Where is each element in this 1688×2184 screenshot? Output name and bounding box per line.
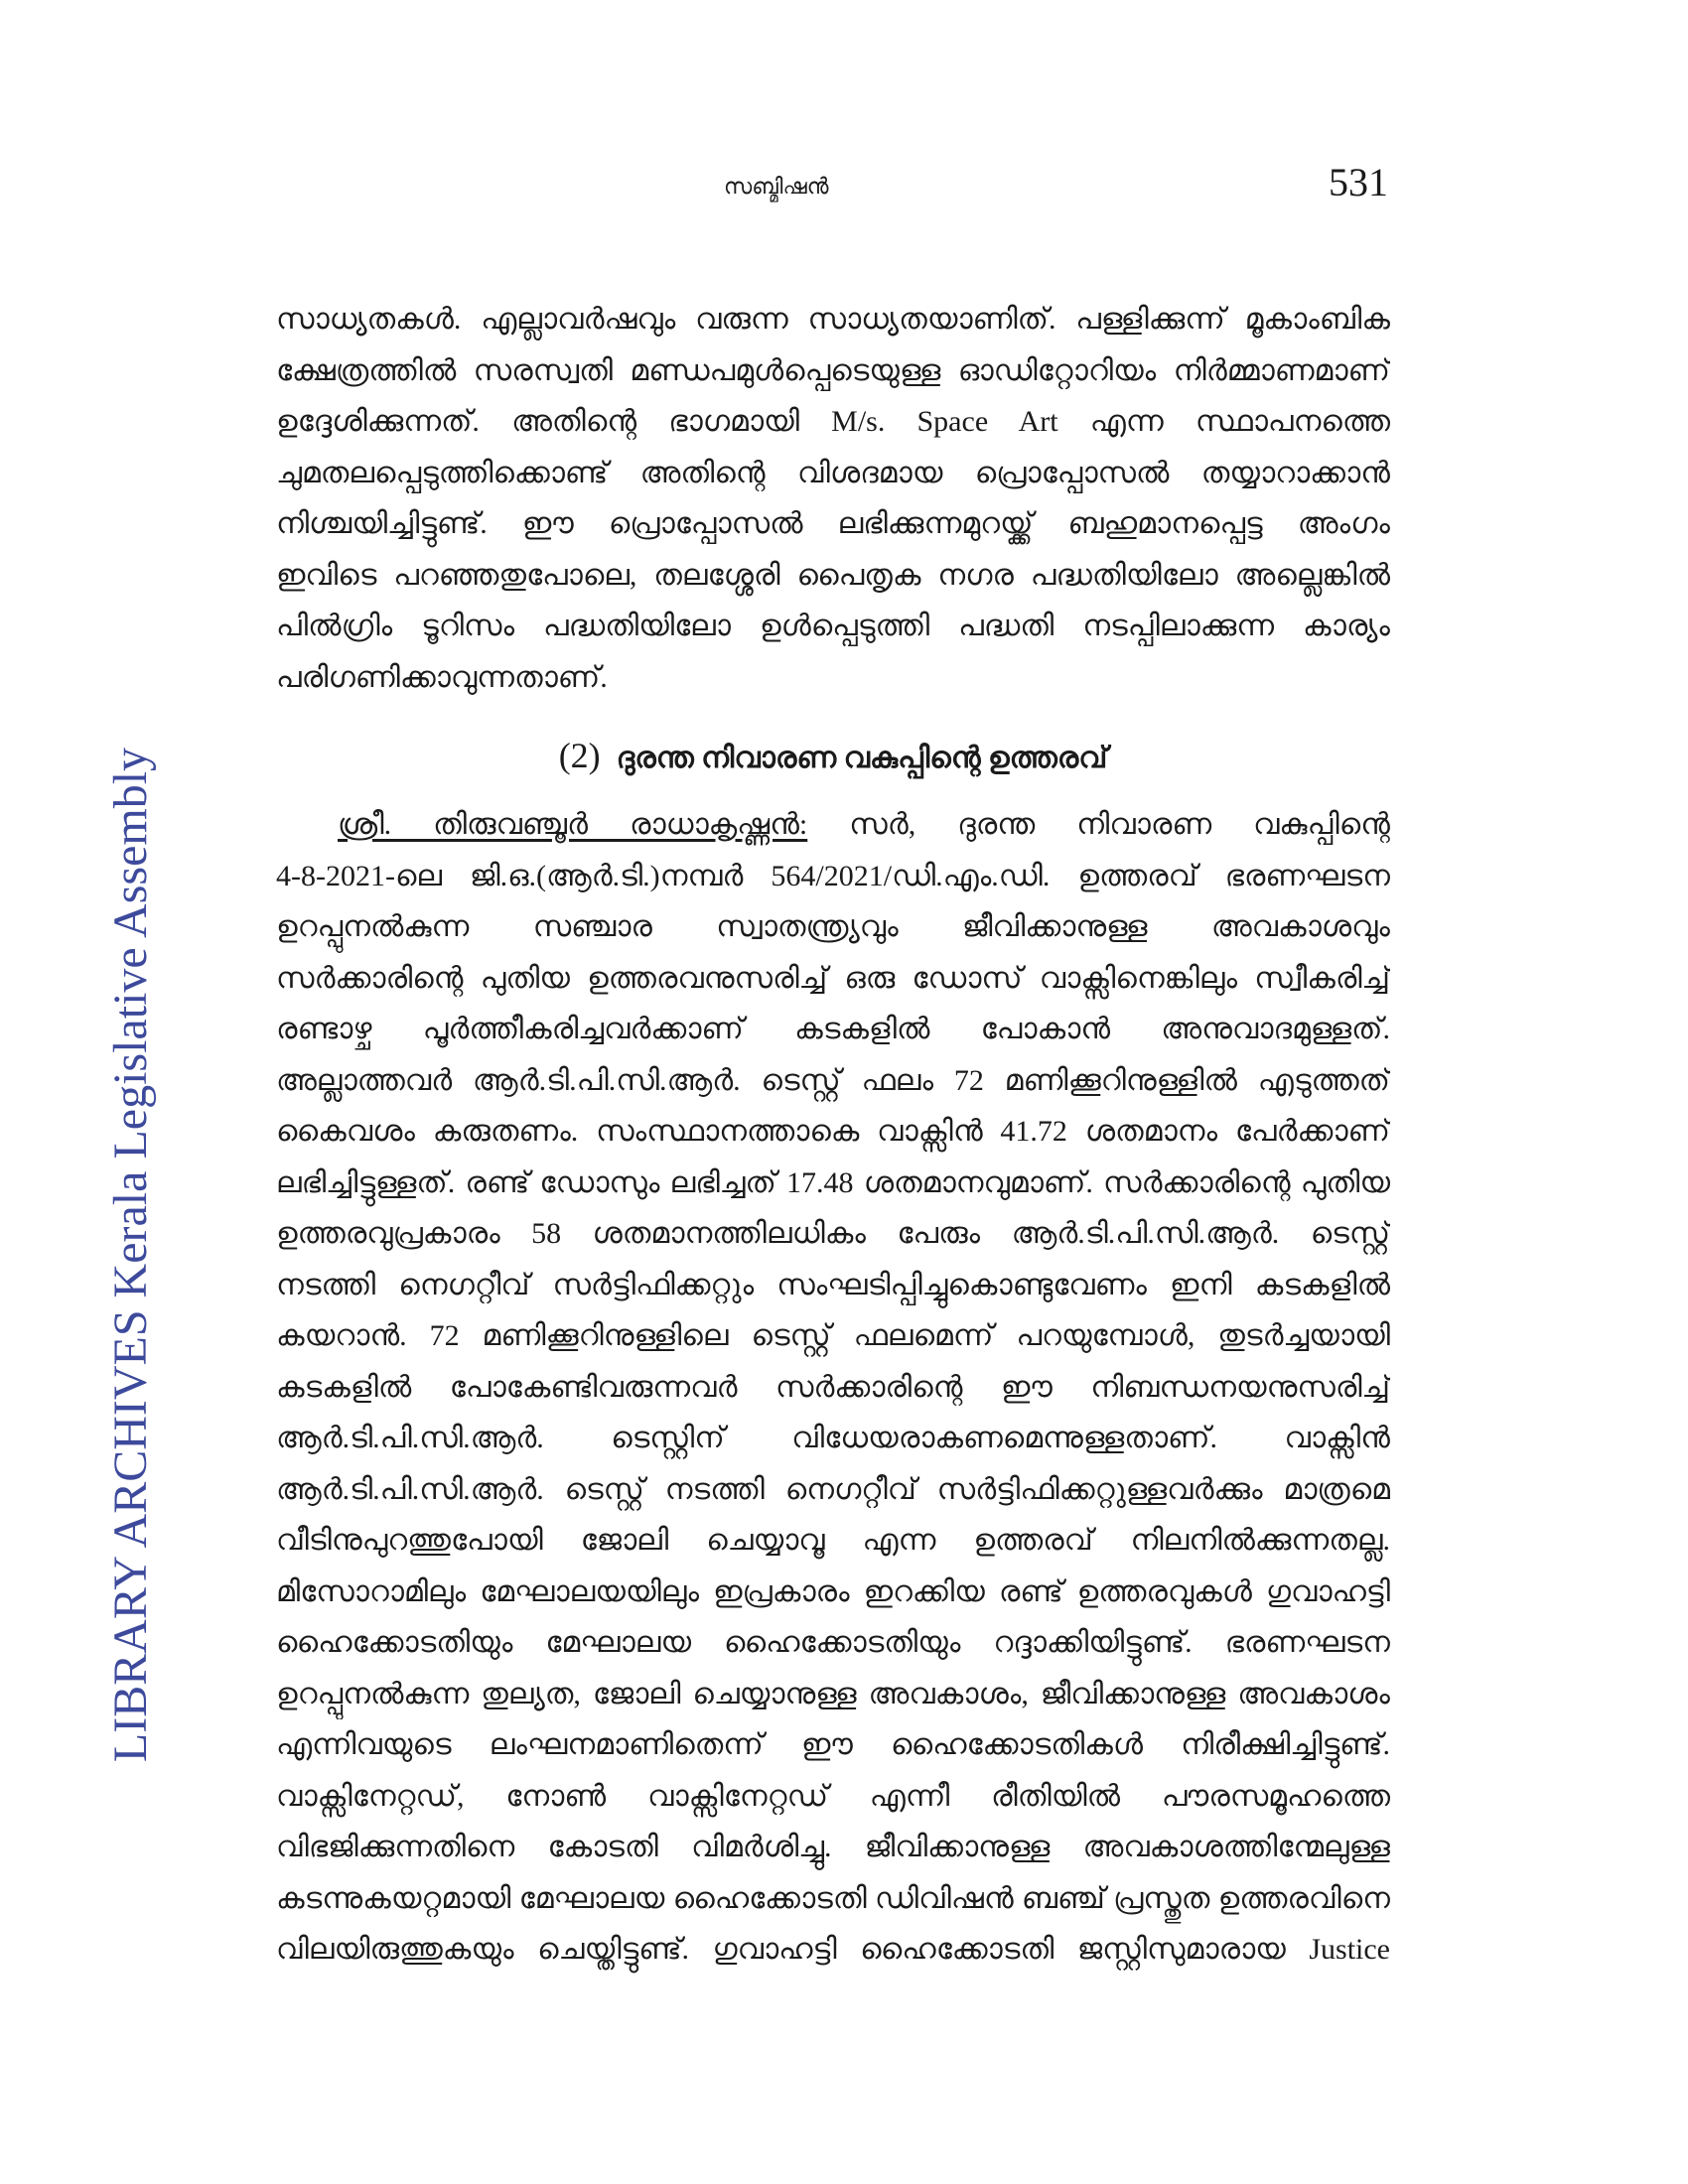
- paragraph-line: നിശ്ചയിച്ചിട്ടുണ്ട്. ഈ പ്രൊപ്പോസൽ ലഭിക്കുന്നമുറയ്ക്ക് ബഹുമാനപ്പെട്ട അംഗം: [276, 507, 1390, 540]
- speech-paragraph: [276, 799, 1390, 1976]
- paragraph-line: വീടിനുപുറത്തുപോയി ജോലി ചെയ്യാവൂ എന്ന ഉത്തരവ് നിലനിൽക്കുന്നതല്ല.: [276, 1524, 1390, 1557]
- paragraph-line: മിസോറാമിലും മേഘാലയയിലും ഇപ്രകാരം ഇറക്കിയ രണ്ട് ഉത്തരവുകൾ ഗുവാഹട്ടി: [276, 1574, 1390, 1608]
- paragraph-line: വിഭജിക്കുന്നതിനെ കോടതി വിമർശിച്ചു. ജീവിക്കാനുള്ള അവകാശത്തിന്മേലുള്ള: [276, 1831, 1390, 1863]
- paragraph-line: ഉറപ്പുനൽകുന്ന തുല്യത, ജോലി ചെയ്യാനുള്ള അവകാശം, ജീവിക്കാനുള്ള അവകാശം: [276, 1677, 1390, 1710]
- paragraph-line: അല്ലാത്തവർ ആർ.ടി.പി.സി.ആർ. ടെസ്റ്റ് ഫലം 72 മണിക്കൂറിനുള്ളിൽ എടുത്തത്: [276, 1063, 1390, 1097]
- running-header: സബ്മിഷൻ: [724, 174, 829, 199]
- paragraph-line: രണ്ടാഴ്ച പൂർത്തീകരിച്ചവർക്കാണ് കടകളിൽ പോകാൻ അനുവാദമുള്ളത്.: [276, 1013, 1390, 1045]
- continued-paragraph: [276, 294, 1390, 703]
- paragraph-line: വിലയിരുത്തുകയും ചെയ്തിട്ടുണ്ട്. ഗുവാഹട്ടി ഹൈക്കോടതി ജസ്റ്റിസുമാരായ Justice: [276, 1933, 1390, 1966]
- paragraph-line: ഉത്തരവുപ്രകാരം 58 ശതമാനത്തിലധികം പേരും ആർ.ടി.പി.സി.ആർ. ടെസ്റ്റ്: [276, 1217, 1390, 1250]
- section-title: ദുരന്ത നിവാരണ വകുപ്പിന്റെ ഉത്തരവ്: [616, 742, 1108, 774]
- paragraph-line: ഉറപ്പുനൽകുന്ന സഞ്ചാര സ്വാതന്ത്ര്യവും ജീവിക്കാനുള്ള അവകാശവും: [276, 910, 1390, 943]
- paragraph-line: ഉദ്ദേശിക്കുന്നത്. അതിന്റെ ഭാഗമായി M/s. Space Art എന്ന സ്ഥാപനത്തെ: [276, 405, 1390, 438]
- speech-opening: സർ, ദുരന്ത നിവാരണ വകുപ്പിന്റെ: [849, 808, 1390, 841]
- speaker-name: ശ്രീ. തിരുവഞ്ചൂർ രാധാകൃഷ്ണൻ:: [338, 808, 808, 841]
- section-number: (2): [558, 736, 601, 775]
- paragraph-line: സർക്കാരിന്റെ പുതിയ ഉത്തരവനുസരിച്ച് ഒരു ഡോസ് വാക്സിനെങ്കിലും സ്വീകരിച്ച്: [276, 961, 1390, 995]
- page-number: 531: [1329, 160, 1388, 205]
- paragraph-line: പരിഗണിക്കാവുന്നതാണ്.: [276, 660, 608, 694]
- paragraph-line: ഇവിടെ പറഞ്ഞതുപോലെ, തലശ്ശേരി പൈതൃക നഗര പദ്ധതിയിലോ അല്ലെങ്കിൽ: [276, 558, 1390, 592]
- paragraph-line: എന്നിവയുടെ ലംഘനമാണിതെന്ന് ഈ ഹൈക്കോടതികൾ നിരീക്ഷിച്ചിട്ടുണ്ട്.: [276, 1728, 1390, 1761]
- section-heading: [276, 730, 1390, 781]
- paragraph-line: സാധ്യതകൾ. എല്ലാവർഷവും വരുന്ന സാധ്യതയാണിത്. പള്ളിക്കുന്ന് മൂകാംബിക: [276, 303, 1390, 336]
- paragraph-line: ആർ.ടി.പി.സി.ആർ. ടെസ്റ്റ് നടത്തി നെഗറ്റീവ് സർട്ടിഫിക്കറ്റുള്ളവർക്കും മാത്രമെ: [276, 1472, 1390, 1506]
- paragraph-line: കയറാൻ. 72 മണിക്കൂറിനുള്ളിലെ ടെസ്റ്റ് ഫലമെന്ന് പറയുമ്പോൾ, തുടർച്ചയായി: [276, 1319, 1390, 1352]
- paragraph-line: ഹൈക്കോടതിയും മേഘാലയ ഹൈക്കോടതിയും റദ്ദാക്കിയിട്ടുണ്ട്. ഭരണഘടന: [276, 1626, 1390, 1659]
- paragraph-line: കൈവശം കരുതണം. സംസ്ഥാനത്താകെ വാക്സിൻ 41.72 ശതമാനം പേർക്കാണ്: [276, 1115, 1390, 1148]
- paragraph-line: ക്ഷേത്രത്തിൽ സരസ്വതി മണ്ഡപമുൾപ്പെടെയുള്ള ഓഡിറ്റോറിയം നിർമ്മാണമാണ്: [276, 353, 1390, 387]
- paragraph-line: കടകളിൽ പോകേണ്ടിവരുന്നവർ സർക്കാരിന്റെ ഈ നിബന്ധനയനുസരിച്ച്: [276, 1370, 1390, 1404]
- speech-first-line: [276, 799, 1390, 851]
- paragraph-line: പിൽഗ്രിം ടൂറിസം പദ്ധതിയിലോ ഉൾപ്പെടുത്തി പദ്ധതി നടപ്പിലാക്കുന്ന കാര്യം: [276, 610, 1390, 642]
- paragraph-line: വാക്സിനേറ്റഡ്, നോൺ വാക്സിനേറ്റഡ് എന്നീ രീതിയിൽ പൗരസമൂഹത്തെ: [276, 1779, 1390, 1813]
- paragraph-line: 4-8-2021-ലെ ജി.ഒ.(ആർ.ടി.)നമ്പർ 564/2021/ഡി.എം.ഡി. ഉത്തരവ് ഭരണഘടന: [276, 859, 1390, 892]
- paragraph-line: ആർ.ടി.പി.സി.ആർ. ടെസ്റ്റിന് വിധേയരാകണമെന്നുള്ളതാണ്. വാക്സിൻ: [276, 1422, 1390, 1454]
- paragraph-line: ചുമതലപ്പെടുത്തിക്കൊണ്ട് അതിന്റെ വിശദമായ പ്രൊപ്പോസൽ തയ്യാറാക്കാൻ: [276, 456, 1390, 489]
- archive-watermark: LIBRARY ARCHIVES Kerala Legislative Assembly: [104, 747, 157, 1763]
- paragraph-line: കടന്നുകയറ്റമായി മേഘാലയ ഹൈക്കോടതി ഡിവിഷൻ ബഞ്ച് പ്രസ്തുത ഉത്തരവിനെ: [276, 1881, 1390, 1915]
- paragraph-line: നടത്തി നെഗറ്റീവ് സർട്ടിഫിക്കറ്റും സംഘടിപ്പിച്ചുകൊണ്ടുവേണം ഇനി കടകളിൽ: [276, 1268, 1390, 1301]
- paragraph-line: ലഭിച്ചിട്ടുള്ളത്. രണ്ട് ഡോസും ലഭിച്ചത് 17.48 ശതമാനവുമാണ്. സർക്കാരിന്റെ പുതിയ: [276, 1165, 1390, 1199]
